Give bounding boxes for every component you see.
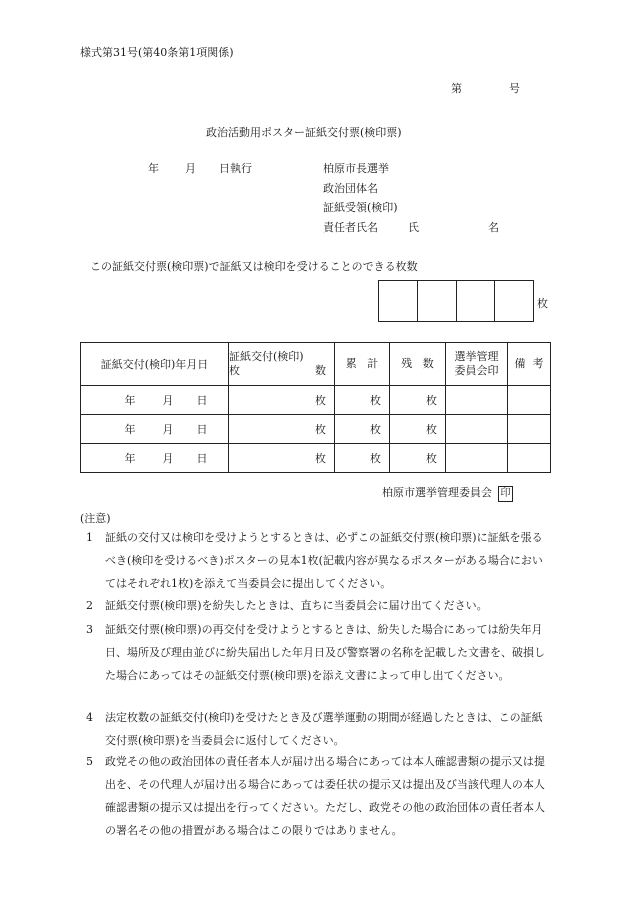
document-title: 政治活動用ポスター証紙交付票(検印票)	[206, 126, 402, 139]
row-month: 月	[162, 423, 174, 436]
count-box	[379, 281, 418, 321]
date-cell	[81, 415, 229, 444]
row-day: 日	[196, 423, 208, 436]
date-cell	[81, 444, 229, 473]
remaining-cell: 枚	[390, 386, 446, 415]
header-cumulative-a: 累	[345, 357, 357, 370]
note-text: 証紙交付票(検印票)を紛失したときは、直ちに当委員会に届け出てください。	[105, 599, 488, 612]
note-item	[86, 618, 550, 687]
committee-line	[382, 484, 513, 502]
row-day: 日	[196, 394, 208, 407]
count-caption: この証紙交付票(検印票)で証紙又は検印を受けることのできる枚数	[90, 260, 418, 273]
count-box	[495, 281, 533, 321]
header-date	[81, 343, 229, 386]
count-box	[457, 281, 496, 321]
header-seal-line1: 選挙管理	[454, 350, 499, 363]
row-day: 日	[196, 452, 208, 465]
count-boxes	[378, 280, 534, 322]
receipt-label: 証紙受領(検印)	[323, 201, 398, 214]
seal-cell	[446, 386, 508, 415]
header-remaining-a: 残	[401, 357, 413, 370]
note-item	[86, 750, 550, 842]
header-remarks-a: 備	[514, 357, 526, 370]
row-year: 年	[124, 452, 136, 465]
cumulative-cell: 枚	[335, 444, 390, 473]
note-item	[86, 706, 550, 752]
remaining-cell: 枚	[390, 444, 446, 473]
election-name: 柏原市長選挙	[323, 162, 389, 175]
responsible-person-label: 責任者氏名	[323, 221, 378, 234]
execution-month: 月	[185, 162, 196, 175]
committee-seal: 印	[498, 486, 513, 502]
table-header-row	[81, 343, 551, 386]
note-text: 政党その他の政治団体の責任者本人が届け出る場合にあっては本人確認書類の提示又は提出を、その代理人が届け出る場合にあっては委任状の提示又は提出及び当該代理人の本人確認書類の提示又は提出を行ってください。ただし、政党その他の政治団体の責任者本人の署名その他の措置がある場合はこの限りではありません。	[105, 755, 545, 837]
execution-year: 年	[148, 162, 159, 175]
cumulative-cell: 枚	[335, 415, 390, 444]
table-row	[81, 386, 551, 415]
header-seal	[446, 343, 508, 386]
issuance-table	[80, 342, 551, 473]
committee-name: 柏原市選挙管理委員会	[382, 486, 492, 499]
issued-cell: 枚	[229, 444, 335, 473]
header-issued-line2a: 枚	[229, 364, 240, 377]
note-text: 法定枚数の証紙交付(検印)を受けたとき及び選挙運動の期間が経過したときは、この証紙交付票(検印票)を当委員会に返付してください。	[105, 711, 543, 747]
table-row	[81, 444, 551, 473]
remarks-cell	[508, 386, 551, 415]
header-issued-line1: 証紙交付(検印)	[229, 350, 304, 363]
header-date-text: 証紙交付(検印)年月日	[100, 358, 209, 371]
note-number: 2	[86, 599, 93, 612]
header-cumulative-b: 計	[367, 357, 379, 370]
remarks-cell	[508, 444, 551, 473]
seal-cell	[446, 415, 508, 444]
count-box	[418, 281, 457, 321]
seal-cell	[446, 444, 508, 473]
row-year: 年	[124, 394, 136, 407]
header-remaining-b: 数	[422, 357, 434, 370]
row-month: 月	[162, 452, 174, 465]
note-text: 証紙交付票(検印票)の再交付を受けようとするときは、紛失した場合にあっては紛失年月日、場所及び理由並びに紛失届出した年月日及び警察署の名称を記載した文書を、破損した場合にあってはその証紙交付票(検印票)を添え文書によって申し出てください。	[105, 623, 545, 682]
note-item	[86, 594, 550, 617]
cumulative-cell: 枚	[335, 386, 390, 415]
header-issued	[229, 343, 335, 386]
political-group-label: 政治団体名	[323, 182, 378, 195]
header-seal-line2: 委員会印	[454, 364, 499, 377]
doc-number-dai: 第	[451, 82, 462, 95]
row-month: 月	[162, 394, 174, 407]
note-number: 5	[86, 755, 93, 768]
row-year: 年	[124, 423, 136, 436]
surname-label: 氏	[408, 221, 419, 234]
header-remaining	[390, 343, 446, 386]
form-number: 様式第31号(第40条第1項関係)	[80, 46, 234, 59]
doc-number-go: 号	[509, 82, 520, 95]
note-number: 4	[86, 711, 93, 724]
issued-cell: 枚	[229, 386, 335, 415]
header-cumulative	[335, 343, 390, 386]
issued-cell: 枚	[229, 415, 335, 444]
count-unit: 枚	[537, 297, 548, 310]
table-row	[81, 415, 551, 444]
remaining-cell: 枚	[390, 415, 446, 444]
remarks-cell	[508, 415, 551, 444]
note-item	[86, 526, 550, 595]
header-remarks-b: 考	[532, 357, 544, 370]
header-issued-line2b: 数	[315, 364, 326, 377]
note-text: 証紙の交付又は検印を受けようとするときは、必ずこの証紙交付票(検印票)に証紙を張るべき(検印を受けるべき)ポスターの見本1枚(記載内容が異なるポスターがある場合においてはそれぞれ1枚)を添えて当委員会に提出してください。	[105, 531, 543, 590]
header-remarks	[508, 343, 551, 386]
note-number: 3	[86, 623, 93, 636]
given-name-label: 名	[488, 221, 499, 234]
note-number: 1	[86, 531, 93, 544]
notes-heading: (注意)	[80, 512, 111, 525]
date-cell	[81, 386, 229, 415]
execution-day: 日執行	[219, 162, 252, 175]
